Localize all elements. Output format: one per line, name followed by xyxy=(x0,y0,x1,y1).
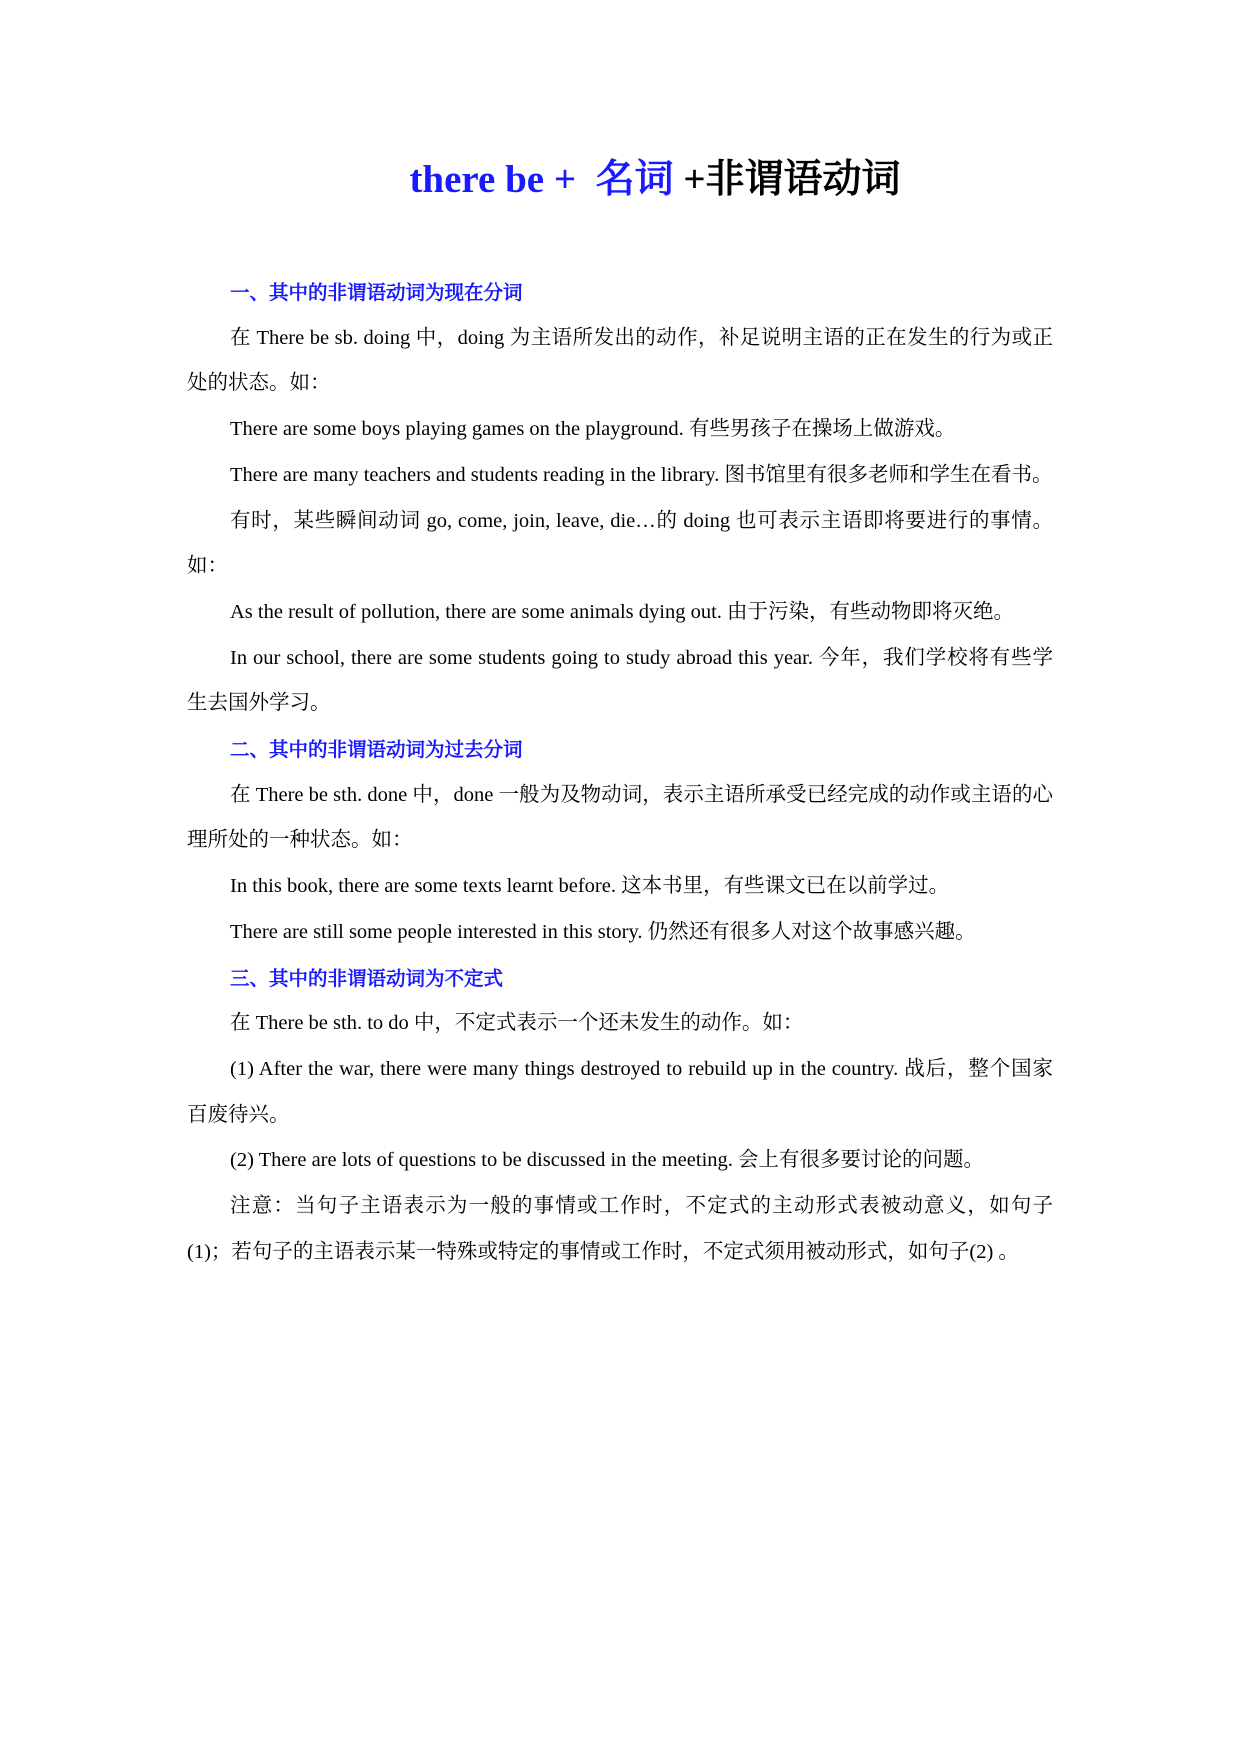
section-heading-2: 二、其中的非谓语动词为过去分词 xyxy=(230,738,523,762)
paragraph: 在 There be sth. to do 中，不定式表示一个还未发生的动作。如： xyxy=(230,1012,804,1035)
note-paragraph: 注意：当句子主语表示为一般的事情或工作时，不定式的主动形式表被动意义，如句子(1)；若句子的主语表示某一特殊或特定的事情或工作时，不定式须用被动形式，如句子(2) 。 xyxy=(187,1195,1053,1263)
document-body xyxy=(187,270,1053,1275)
title-black-part: +非谓语动词 xyxy=(683,158,901,201)
section-heading-3: 三、其中的非谓语动词为不定式 xyxy=(230,966,504,990)
paragraph: 有时，某些瞬间动词 go, come, join, leave, die…的 doing 也可表示主语即将要进行的事情。如： xyxy=(187,509,1053,578)
paragraph: 在 There be sth. done 中，done 一般为及物动词，表示主语所承受已经完成的动作或主语的心理所处的一种状态。如： xyxy=(187,783,1053,852)
example-sentence: As the result of pollution, there are some animals dying out. 由于污染，有些动物即将灭绝。 xyxy=(230,600,1015,623)
paragraph: 在 There be sb. doing 中，doing 为主语所发出的动作，补足说明主语的正在发生的行为或正处的状态。如： xyxy=(187,326,1053,395)
example-sentence: There are still some people interested in this story. 仍然还有很多人对这个故事感兴趣。 xyxy=(230,920,976,943)
example-sentence: In this book, there are some texts learnt before. 这本书里，有些课文已在以前学过。 xyxy=(230,875,950,898)
section-heading-1: 一、其中的非谓语动词为现在分词 xyxy=(230,281,523,304)
example-sentence: There are some boys playing games on the playground. 有些男孩子在操场上做游戏。 xyxy=(230,418,956,441)
page-title xyxy=(0,155,1241,205)
example-sentence: There are many teachers and students reading in the library. 图书馆里有很多老师和学生在看书。 xyxy=(230,463,1053,486)
title-blue-part: there be + 名词 xyxy=(409,158,684,201)
example-sentence: In our school, there are some students going to study abroad this year. 今年，我们学校将有些学生去国外学习。 xyxy=(187,646,1053,715)
example-sentence: (2) There are lots of questions to be discussed in the meeting. 会上有很多要讨论的问题。 xyxy=(230,1149,985,1172)
example-sentence: (1) After the war, there were many things destroyed to rebuild up in the country. 战后，整个国家百废待兴。 xyxy=(187,1057,1053,1126)
